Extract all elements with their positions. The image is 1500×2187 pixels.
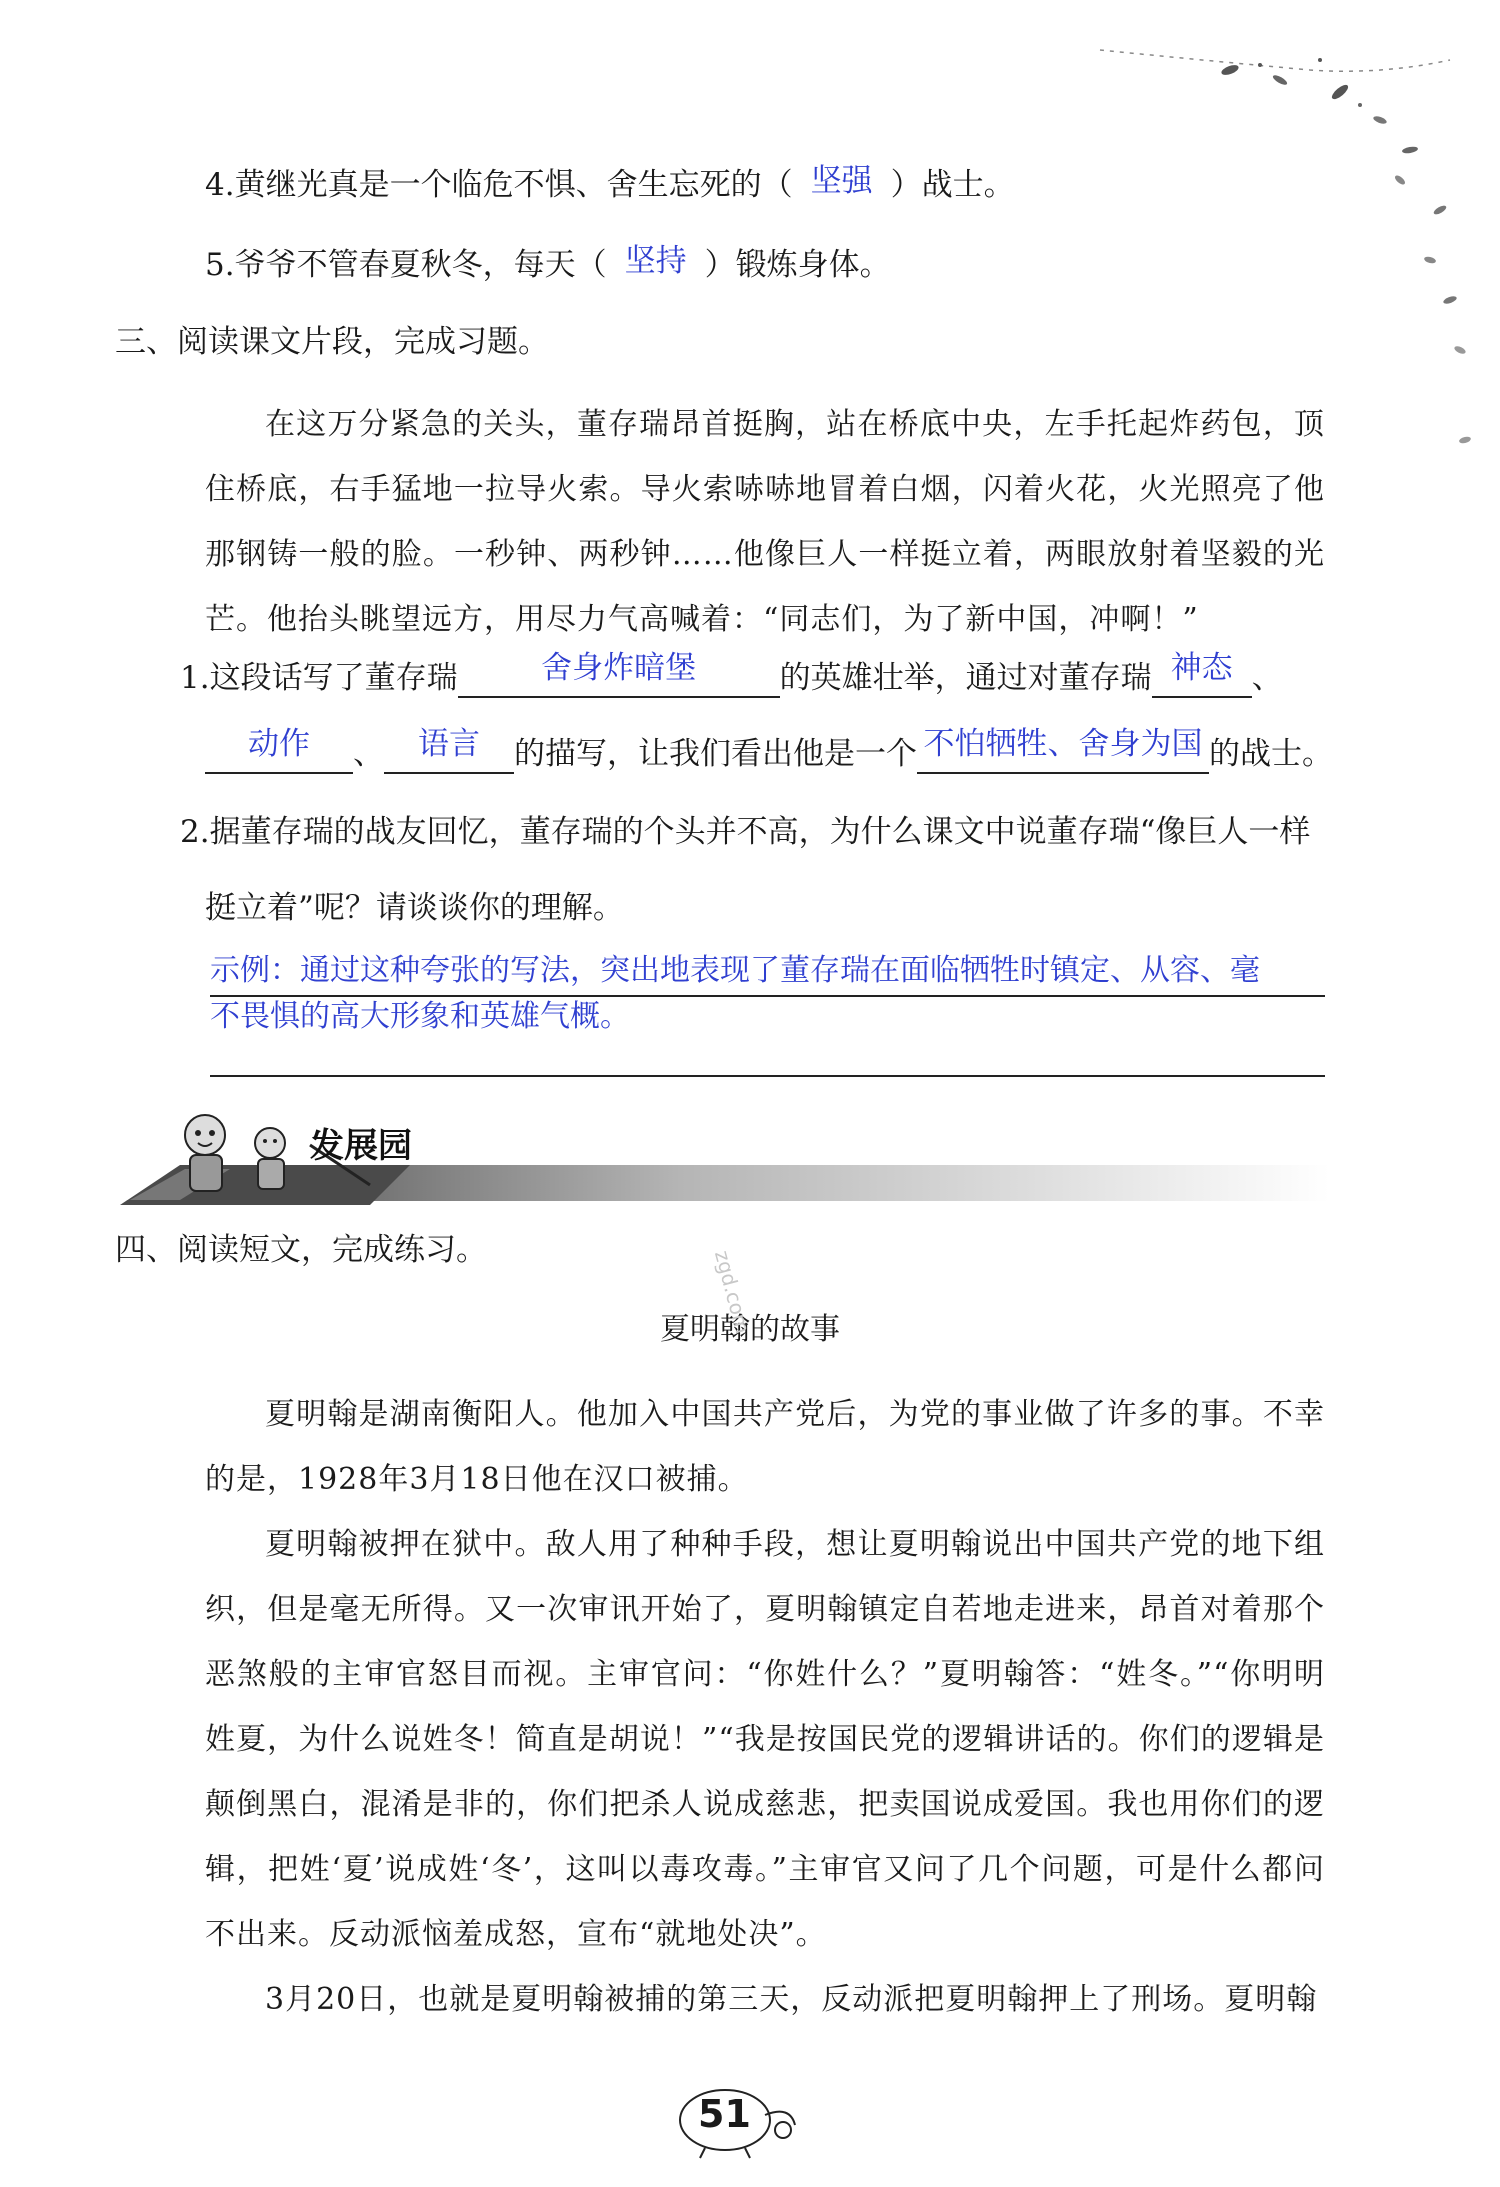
section-3-heading: 三、阅读课文片段，完成习题。 [115, 324, 549, 360]
fill-item-4-prefix: 4.黄继光真是一个临危不惧、舍生忘死的（ [205, 167, 793, 203]
development-banner-label: 发展园 [310, 1126, 412, 1166]
question-1-line-2 [205, 726, 1333, 774]
fill-item-5-prefix: 5.爷爷不管春夏秋冬，每天（ [205, 247, 607, 283]
q1-answer-4: 语言 [418, 726, 480, 762]
fill-item-4-answer: 坚强 [810, 163, 873, 199]
question-1-line-1 [180, 650, 1283, 698]
q1-part3: 、 [1251, 660, 1283, 696]
story-title: 夏明翰的故事 [660, 1312, 840, 1347]
q1-blank-2 [1152, 650, 1252, 698]
question-2-answer-line-2: 不畏惧的高大形象和英雄气概。 [210, 999, 630, 1034]
page-number: 51 [698, 2092, 751, 2136]
fill-item-4-suffix: ）战士。 [890, 167, 1015, 203]
q1-blank-3 [205, 726, 353, 774]
story-paragraph-2: 夏明翰被押在狱中。敌人用了种种手段，想让夏明翰说出中国共产党的地下组织，但是毫无所得。又一次审讯开始了，夏明翰镇定自若地走进来，昂首对着那个恶煞般的主审官怒目而视。主审官问：“你姓什么？”夏明翰答：“姓冬。”“你明明姓夏，为什么说姓冬！简直是胡说！”“我是按国民党的逻辑讲话的。你们的逻辑是颠倒黑白，混淆是非的，你们把杀人说成慈悲，把卖国说成爱国。我也用你们的逻辑，把姓‘夏’说成姓‘冬’，这叫以毒攻毒。”主审官又问了几个问题，可是什么都问不出来。反动派恼羞成怒，宣布“就地处决”。 [205, 1527, 1325, 1952]
story-body [205, 1382, 1325, 2032]
q1-part1: 1.这段话写了董存瑞 [180, 660, 458, 696]
answer-rule-2 [210, 1075, 1325, 1077]
fill-item-5-suffix: ）锻炼身体。 [704, 247, 891, 283]
q1-part6: 的战士。 [1209, 736, 1333, 772]
fill-item-5-answer: 坚持 [624, 243, 687, 279]
q1-answer-1: 舍身炸暗堡 [541, 650, 697, 686]
question-2-line-2: 挺立着”呢？请谈谈你的理解。 [205, 890, 624, 926]
section-3-passage-text: 在这万分紧急的关头，董存瑞昂首挺胸，站在桥底中央，左手托起炸药包，顶住桥底，右手猛地一拉导火索。导火索哧哧地冒着白烟，闪着火花，火光照亮了他那钢铸一般的脸。一秒钟、两秒钟……他像巨人一样挺立着，两眼放射着坚毅的光芒。他抬头眺望远方，用尽力气高喊着：“同志们，为了新中国，冲啊！” [205, 407, 1325, 637]
story-paragraph-3: 3月20日，也就是夏明翰被捕的第三天，反动派把夏明翰押上了刑场。夏明翰 [265, 1982, 1318, 2017]
fill-item-4 [205, 165, 1015, 205]
section-4-heading: 四、阅读短文，完成练习。 [115, 1232, 487, 1268]
q1-part2: 的英雄壮举，通过对董存瑞 [779, 660, 1152, 696]
watermark: zgd.com [709, 1247, 756, 1337]
q1-part5: 的描写，让我们看出他是一个 [514, 736, 917, 772]
q1-blank-1 [458, 650, 780, 698]
section-3-passage [205, 392, 1325, 652]
q1-blank-4 [384, 726, 514, 774]
q1-part4: 、 [353, 736, 384, 772]
question-2-line-1: 2.据董存瑞的战友回忆，董存瑞的个头并不高，为什么课文中说董存瑞“像巨人一样 [180, 814, 1311, 850]
q1-blank-5 [917, 726, 1209, 774]
question-2-answer-line-1: 示例：通过这种夸张的写法，突出地表现了董存瑞在面临牺牲时镇定、从容、毫 [210, 953, 1260, 988]
story-paragraph-1: 夏明翰是湖南衡阳人。他加入中国共产党后，为党的事业做了许多的事。不幸的是，1928年3月18日他在汉口被捕。 [205, 1397, 1325, 1497]
development-banner [110, 1105, 1340, 1215]
fill-item-5 [205, 245, 891, 285]
q1-answer-5: 不怕牺牲、舍身为国 [923, 726, 1203, 762]
q1-answer-2: 神态 [1170, 650, 1233, 686]
q1-answer-3: 动作 [248, 726, 310, 762]
